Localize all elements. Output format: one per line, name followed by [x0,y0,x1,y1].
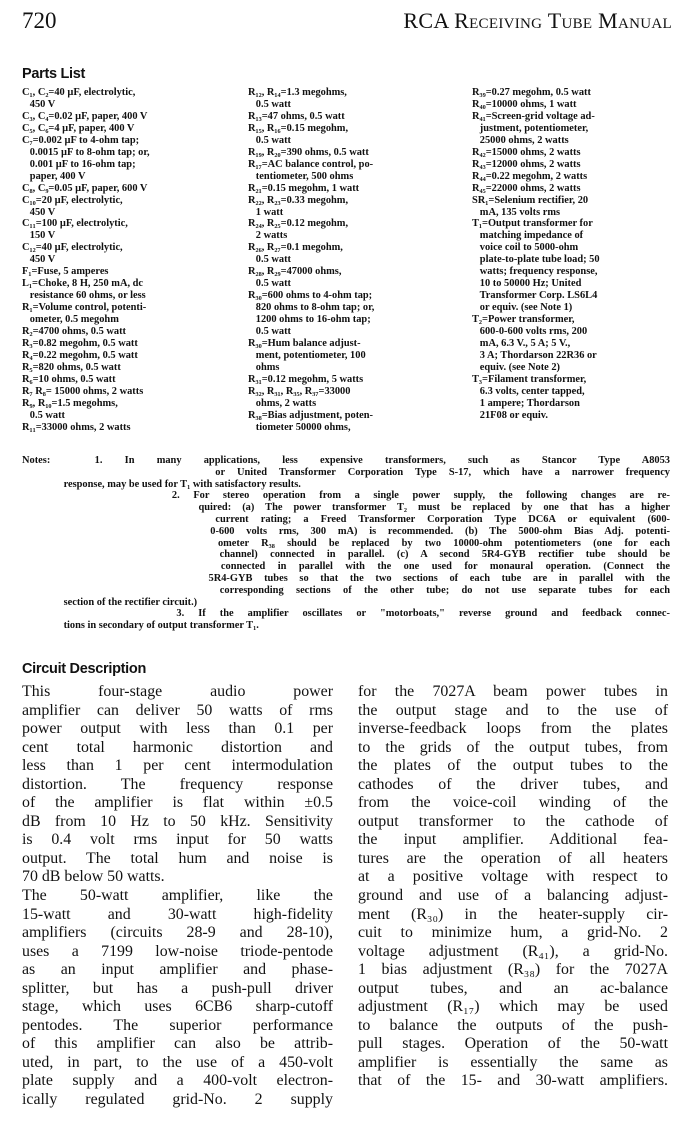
parts-entry: R₄₃=12000 ohms, 2 watts [472,158,581,170]
parts-entry: R₁₂, R₁₄=1.3 megohms, [248,87,347,98]
text-line: uses a 7199 low-noise triode-pentode [22,942,333,960]
parts-entry: R₃₀=Hum balance adjust- [248,338,361,350]
parts-entry: R₃=0.82 megohm, 0.5 watt [22,338,138,350]
note-line: section of the rectifier circuit.) [22,596,198,608]
parts-entry: or equiv. (see Note 1) [472,302,573,314]
parts-entry: mA, 6.3 V., 5 A; 5 V., [472,338,571,350]
note-line: or United Transformer Corporation Type S-17, which have a narrower frequency [22,466,670,478]
parts-entry: 6.3 volts, center tapped, [472,385,585,397]
parts-entry: Transformer Corp. LS6L4 [472,290,598,302]
parts-entry: 3 A; Thordarson 22R36 or [472,349,597,361]
parts-entry: R₂₂, R₂₃=0.33 megohm, [248,194,349,206]
parts-entry: C₁₁=100 µF, electrolytic, [22,218,128,230]
text-line: amplifier can deliver 50 watts of rms [22,701,333,719]
parts-entry: R₅=820 ohms, 0.5 watt [22,361,121,373]
parts-entry: 600-0-600 volts rms, 200 [472,326,588,338]
parts-entry: C₃, C₄=0.02 µF, paper, 400 V [22,110,148,122]
circuit-description-heading: Circuit Description [22,661,147,677]
text-line: cuit to minimize hum, a grid-No. 2 [358,924,668,942]
parts-entry: 820 ohms to 8-ohm tap; or, [248,302,375,314]
parts-entry: F₁=Fuse, 5 amperes [22,266,109,278]
parts-entry: mA, 135 volts rms [472,206,561,218]
note-line: 0-600 volts rms, 300 mA) is recommended. (b) The 5000-ohm Bias Adj. potenti- [22,525,670,537]
parts-entry: R₁₃=47 ohms, 0.5 watt [248,110,345,122]
parts-entry: ment, potentiometer, 100 [248,349,366,361]
parts-entry: L₁=Choke, 8 H, 250 mA, dc [22,278,144,290]
parts-entry: watts; frequency response, [472,266,598,278]
parts-entry: 450 V [22,98,56,110]
note-line: current rating; a Freed Transformer Corporation Type DC6A or equivalent (600- [22,513,670,525]
text-line: as an input amplifier and phase- [22,961,333,979]
parts-entry: voice coil to 5000-ohm [472,242,579,254]
parts-entry: plate-to-plate tube load; 50 [472,254,600,266]
parts-entry: R₄₁=Screen-grid voltage ad- [472,110,595,122]
parts-entry: R₃₁=0.12 megohm, 5 watts [248,373,364,385]
parts-entry: R₄=0.22 megohm, 0.5 watt [22,349,138,361]
text-line: cathodes of the driver tubes, and [358,775,668,793]
parts-entry: 1200 ohms to 16-ohm tap; [248,314,371,326]
text-line: to balance the outputs of the push- [358,1016,668,1034]
note-line: ometer R₃₈ should be replaced by two 10000-ohm potentiometers (one for each [22,537,670,549]
parts-entry: C₅, C₆=4 µF, paper, 400 V [22,122,135,134]
text-line: amplifiers (circuits 28-9 and 28-10), [22,924,333,942]
parts-entry: 10 to 50000 Hz; United [472,278,582,290]
text-line: 70 dB below 50 watts. [22,868,165,886]
text-line: ically regulated grid-No. 2 supply [22,1091,333,1109]
text-line: power output with less than 0.1 per [22,720,333,738]
text-line: ground and use of a balancing adjust- [358,887,668,905]
text-line: for the 7027A beam power tubes in [358,683,668,700]
parts-entry: R₃₉=0.27 megohm, 0.5 watt [472,87,591,98]
parts-entry: R₆=10 ohms, 0.5 watt [22,373,116,385]
parts-entry: R₁₁=33000 ohms, 2 watts [22,421,131,433]
parts-entry: 1 ampere; Thordarson [472,397,580,409]
text-line: amplifier is essentially the same as [358,1053,668,1071]
text-line: uted, in part, to the use of a 450-volt [22,1053,333,1071]
parts-entry: C₁, C₂=40 µF, electrolytic, [22,87,136,98]
parts-entry: tentiometer, 500 ohms [248,170,354,182]
parts-entry: R₂=4700 ohms, 0.5 watt [22,326,126,338]
parts-entry: R₃₂, R₃₁, R₃₅, R₃₇=33000 [248,385,351,397]
note-line: response, may be used for T₁ with satisfactory results. [22,478,301,490]
parts-entry: R₂₁=0.15 megohm, 1 watt [248,182,360,194]
text-line: of this amplifier can also be attrib- [22,1035,333,1053]
text-line: output transformer to the cathode of [358,812,668,830]
text-line: the input amplifier. Additional fea- [358,831,668,849]
parts-entry: T₃=Filament transformer, [472,373,587,385]
note-line: tions in secondary of output transformer T₁. [22,620,259,632]
parts-entry: R₁=Volume control, potenti- [22,302,147,314]
parts-entry: T₁=Output transformer for [472,218,593,230]
parts-entry: tiometer 50000 ohms, [248,421,351,433]
text-line: 15-watt and 30-watt high-fidelity [22,905,333,923]
parts-entry: C₁₀=20 µF, electrolytic, [22,194,123,206]
text-line: from the voice-coil winding of the [358,794,668,812]
text-line: output tubes, and an ac-balance [358,979,668,997]
text-line: that of the 15- and 30-watt amplifiers. [358,1072,668,1090]
text-line: voltage adjustment (R₄₁), a grid-No. [358,942,668,960]
parts-entry: 0.5 watt [248,254,291,266]
parts-entry: 0.5 watt [248,278,291,290]
parts-entry: resistance 60 ohms, or less [22,290,146,302]
parts-list [22,87,672,452]
parts-entry: 0.5 watt [22,409,65,421]
text-line: adjustment (R₁₇) which may be used [358,998,668,1016]
text-line: splitter, but has a push-pull driver [22,979,333,997]
parts-entry: R₃₈=Bias adjustment, poten- [248,409,374,421]
text-line: dB from 10 Hz to 50 kHz. Sensitivity [22,812,333,830]
text-line: to the grids of the output tubes, from [358,738,668,756]
parts-entry: R₉, R₁₀=1.5 megohms, [22,397,118,409]
parts-entry: R₁₉, R₂₀=390 ohms, 0.5 watt [248,146,369,158]
parts-entry: C₇=0.002 µF to 4-ohm tap; [22,134,140,146]
parts-entry: R₁₇=AC balance control, po- [248,158,374,170]
parts-entry: paper, 400 V [22,170,86,182]
text-line: the output stage and to the use of [358,701,668,719]
parts-entry: 0.5 watt [248,134,291,146]
parts-column-1 [22,87,244,434]
circuit-description-left-column [22,683,333,1110]
running-title: RCA Receiving Tube Manual [403,8,672,33]
text-line: stage, which uses 6CB6 sharp-cutoff [22,998,333,1016]
note-line: Notes: 1. In many applications, less expensive transformers, such as Stancor Type A8053 [22,455,670,466]
text-line: output. The total hum and noise is [22,849,333,867]
circuit-description-right-column [358,683,668,1091]
parts-entry: 0.5 watt [248,98,291,110]
parts-entry: 2 watts [248,230,288,242]
page-number: 720 [22,8,57,33]
text-line: 1 bias adjustment (R₃₈) for the 7027A [358,961,668,979]
text-line: inverse-feedback loops from the plates [358,720,668,738]
parts-entry: C₈, C₉=0.05 µF, paper, 600 V [22,182,148,194]
note-line: 3. If the amplifier oscillates or "motorboats," reverse ground and feedback connec- [22,608,670,620]
text-line: less than 1 per cent intermodulation [22,757,333,775]
note-line: 5R4-GYB tubes so that the two sections of each tube are in parallel with the [22,572,670,584]
notes-block [22,455,670,632]
parts-entry: 0.0015 µF to 8-ohm tap; or, [22,146,150,158]
parts-column-2 [248,87,470,434]
parts-entry: T₂=Power transformer, [472,314,575,326]
text-line: cent total harmonic distortion and [22,738,333,756]
text-line: pentodes. The superior performance [22,1016,333,1034]
parts-entry: ohms, 2 watts [248,397,317,409]
parts-entry: R₂₈, R₂₉=47000 ohms, [248,266,342,278]
parts-entry: equiv. (see Note 2) [472,361,561,373]
note-line: quired: (a) The power transformer T₂ must be replaced by one that has a higher [22,502,670,514]
parts-entry: SR₁=Selenium rectifier, 20 [472,194,589,206]
parts-entry: R₇ R₈= 15000 ohms, 2 watts [22,385,144,397]
parts-entry: 0.5 watt [248,326,291,338]
note-line: connected in parallel with the one used for monaural operation. (Connect the [22,561,670,573]
parts-entry: R₂₆, R₂₇=0.1 megohm, [248,242,343,254]
text-line: pull stages. Operation of the 50-watt [358,1035,668,1053]
text-line: of the amplifier is flat within ±0.5 [22,794,333,812]
parts-entry: 150 V [22,230,56,242]
parts-entry: 25000 ohms, 2 watts [472,134,569,146]
parts-entry: justment, potentiometer, [472,122,589,134]
parts-entry: ohms [248,361,280,373]
parts-entry: R₂₄, R₂₅=0.12 megohm, [248,218,349,230]
parts-entry: R₄₅=22000 ohms, 2 watts [472,182,581,194]
note-line: 2. For stereo operation from a single power supply, the following changes are re- [22,490,670,502]
text-line: plate supply and a 400-volt electron- [22,1072,333,1090]
parts-entry: R₄₄=0.22 megohm, 2 watts [472,170,588,182]
parts-entry: C₁₂=40 µF, electrolytic, [22,242,123,254]
text-line: distortion. The frequency response [22,775,333,793]
parts-entry: 450 V [22,206,56,218]
text-line: at a positive voltage with respect to [358,868,668,886]
text-line: The 50-watt amplifier, like the [22,887,333,905]
parts-list-heading: Parts List [22,66,86,82]
note-line: channel) connected in parallel. (c) A second 5R4-GYB rectifier tube should be [22,549,670,561]
parts-entry: matching impedance of [472,230,584,242]
text-line: This four-stage audio power [22,683,333,700]
parts-entry: ometer, 0.5 megohm [22,314,119,326]
note-line: corresponding sections of the other tube; do not use separate tubes for each [22,584,670,596]
parts-entry: 21F08 or equiv. [472,409,549,421]
text-line: is 0.4 volt rms input for 50 watts [22,831,333,849]
parts-entry: R₃₀=600 ohms to 4-ohm tap; [248,290,373,302]
parts-entry: R₄₀=10000 ohms, 1 watt [472,98,577,110]
text-line: ment (R₃₀) in the heater-supply cir- [358,905,668,923]
page-header [22,8,672,38]
parts-entry: 450 V [22,254,56,266]
parts-entry: 0.001 µF to 16-ohm tap; [22,158,136,170]
text-line: the plates of the output tubes to the [358,757,668,775]
parts-entry: 1 watt [248,206,284,218]
text-line: tures are the operation of all heaters [358,849,668,867]
parts-entry: R₄₂=15000 ohms, 2 watts [472,146,581,158]
parts-entry: R₁₅, R₁₆=0.15 megohm, [248,122,349,134]
parts-column-3 [472,87,672,422]
